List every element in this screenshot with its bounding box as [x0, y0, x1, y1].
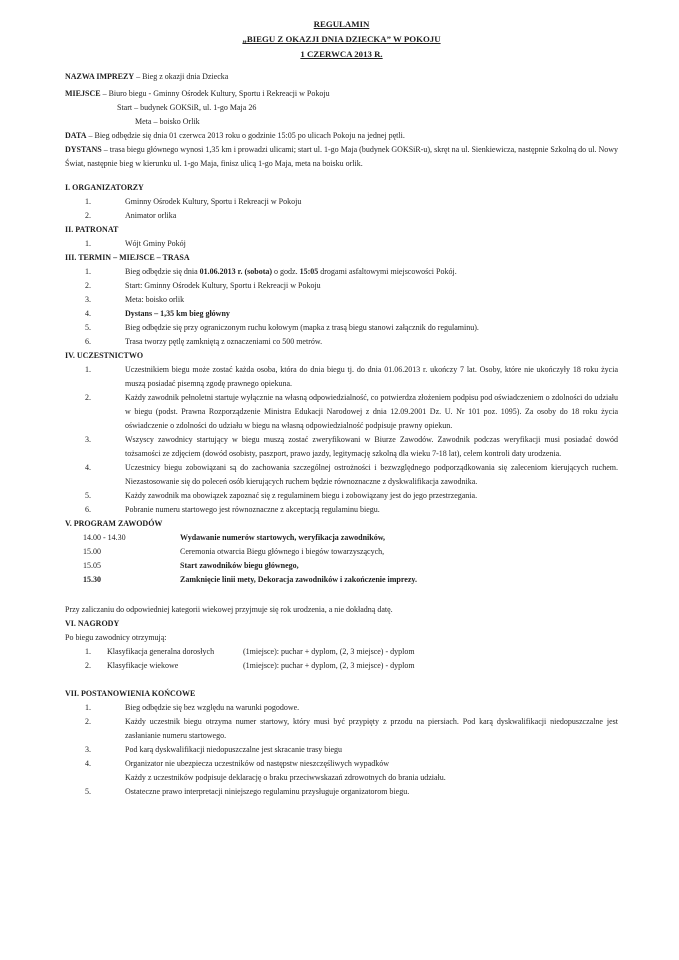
item-number: 3. [85, 745, 91, 754]
item-text: Ostateczne prawo interpretacji niniejszego regulaminu przysługuje organizatorom biegu. [125, 787, 410, 796]
item-text: Każdy zawodnik pełnoletni startuje wyłącznie na własną odpowiedzialność, co potwierdza złożeniem podpisu pod oświadczeniem o zdolności do udziału w biegu (podst. Prawna Rozporządzenie Ministra Edukacji Narodowej z dnia 12.09.2001 Dz. U. Nr 101 poz. 1095). Za osoby do 18 roku życia oświadczenie o zdolności do udziału w biegu na własną odpowiedzialność podpisuje prawny opiekun. [125, 393, 618, 430]
list-item [65, 391, 618, 433]
list-item [65, 715, 618, 743]
item-text: Wójt Gminy Pokój [125, 239, 186, 248]
title-line-regulamin: REGULAMIN [313, 19, 370, 29]
field-nazwa-imprezy [65, 70, 618, 84]
item-number: 3. [85, 295, 91, 304]
item-number: 1. [85, 365, 91, 374]
item-text: Pobranie numeru startowego jest równoznaczne z akceptacją regulaminu biegu. [125, 505, 380, 514]
item-number: 5. [85, 323, 91, 332]
item-text: Bieg odbędzie się przy ograniczonym ruchu kołowym (mapka z trasą biegu stanowi załącznik do regulaminu). [125, 323, 479, 332]
schedule-desc: Ceremonia otwarcia Biegu głównego i biegów towarzyszących, [180, 547, 385, 556]
item-number: 1. [85, 239, 91, 248]
section-heading-uczestnictwo: IV. UCZESTNICTWO [65, 351, 144, 360]
item-text: Animator orlika [125, 211, 177, 220]
item-text-part: Bieg odbędzie się dnia [125, 267, 200, 276]
item-text: Gminny Ośrodek Kultury, Sportu i Rekreacji w Pokoju [125, 197, 302, 206]
award-label: Klasyfikacja generalna dorosłych [107, 647, 215, 656]
list-item [65, 757, 618, 771]
section-heading-program-zawodow: V. PROGRAM ZAWODÓW [65, 519, 163, 528]
item-number: 2. [85, 717, 91, 726]
item-number: 2. [85, 661, 91, 670]
list-item [65, 335, 618, 349]
document-title-block [65, 17, 618, 62]
list-item-continuation [65, 771, 618, 785]
schedule-desc: Wydawanie numerów startowych, weryfikacja zawodników, [180, 533, 386, 542]
schedule-time: 15.00 [83, 547, 101, 556]
list-item [65, 195, 618, 209]
item-text: Bieg odbędzie się bez względu na warunki pogodowe. [125, 703, 300, 712]
list-item [65, 503, 618, 517]
list-item [65, 209, 618, 223]
item-text [125, 265, 618, 279]
schedule-time: 14.00 - 14.30 [83, 533, 126, 542]
award-label: Klasyfikacje wiekowe [107, 661, 179, 670]
title-line-date: 1 CZERWCA 2013 R. [300, 49, 383, 59]
field-dystans [65, 143, 618, 171]
item-number: 3. [85, 435, 91, 444]
item-number: 4. [85, 759, 91, 768]
field-label-data: DATA [65, 131, 87, 140]
item-text: Start: Gminny Ośrodek Kultury, Sportu i Rekreacji w Pokoju [125, 281, 321, 290]
list-item [65, 785, 618, 799]
item-text: Każdy zawodnik ma obowiązek zapoznać się z regulaminem biegu i zobowiązany jest do jego przestrzegania. [125, 491, 478, 500]
item-text-part: drogami asfaltowymi miejscowości Pokój. [318, 267, 457, 276]
item-number: 4. [85, 309, 91, 318]
field-data [65, 129, 618, 143]
nagrody-intro: Po biegu zawodnicy otrzymują: [65, 633, 167, 642]
section-heading-patronat: II. PATRONAT [65, 225, 119, 234]
item-text: Wszyscy zawodnicy startujący w biegu muszą zostać zweryfikowani w Biurze Zawodów. Zawodnik podczas weryfikacji musi posiadać dowód tożsamości ze zdjęciem (dowód osobisty, paszport, prawo jazdy, legitymację szkolną dla wieku 7-18 lat), celem kontroli daty urodzenia. [125, 435, 618, 458]
schedule-row [65, 531, 618, 545]
field-value-data: – Bieg odbędzie się dnia 01 czerwca 2013 roku o godzinie 15:05 po ulicach Pokoju na jednej pętli. [86, 131, 405, 140]
item-number: 4. [85, 463, 91, 472]
item-text: Pod karą dyskwalifikacji niedopuszczalne jest skracanie trasy biegu [125, 745, 343, 754]
list-item [65, 489, 618, 503]
schedule-time: 15.05 [83, 561, 101, 570]
item-text: Każdy uczestnik biegu otrzyma numer startowy, który musi być przypięty z przodu na piersiach. Pod karą dyskwalifikacji niedopuszczalne jest zasłanianie numeru startowego. [125, 717, 618, 740]
section-heading-termin-miejsce-trasa: III. TERMIN – MIEJSCE – TRASA [65, 253, 190, 262]
field-miejsce-meta: Meta – boisko Orlik [135, 117, 200, 126]
field-value-dystans: – trasa biegu głównego wynosi 1,35 km i prowadzi ulicami; start ul. 1-go Maja (budynek GOKSiR-u), skręt na ul. Sienkiewicza, następnie Szkolną do ul. Nowy Świat, następnie bieg w kierunku ul. 1-go Maja, finisz ulicą 1-go Maja, meta na boisku orlik. [65, 145, 618, 168]
schedule-desc: Zamknięcie linii mety, Dekoracja zawodników i zakończenie imprezy. [180, 575, 417, 584]
item-text-distance: Dystans – 1,35 km bieg główny [125, 309, 230, 318]
section-heading-nagrody: VI. NAGRODY [65, 619, 120, 628]
item-number: 1. [85, 197, 91, 206]
item-text-part: o godz. [272, 267, 300, 276]
item-text: Trasa tworzy pętlę zamkniętą z oznaczeniami co 500 metrów. [125, 337, 323, 346]
section-heading-postanowienia-koncowe: VII. POSTANOWIENIA KOŃCOWE [65, 689, 196, 698]
item-text-bold-date: 01.06.2013 r. (sobota) [199, 267, 273, 276]
schedule-row [65, 545, 618, 559]
field-label-miejsce: MIEJSCE [65, 89, 101, 98]
section-heading-organizatorzy: I. ORGANIZATORZY [65, 183, 144, 192]
item-number: 1. [85, 647, 91, 656]
list-item [65, 701, 618, 715]
item-continuation-text: Każdy z uczestników podpisuje deklarację o braku przeciwwskazań zdrowotnych do brania udziału. [125, 773, 446, 782]
list-item [65, 279, 618, 293]
item-text: Uczestnikiem biegu może zostać każda osoba, która do dnia biegu tj. do dnia 01.06.2013 r. ukończy 7 lat. Osoby, które nie ukończyły 18 roku życia muszą posiadać pisemną zgodę prawnego opiekuna. [125, 365, 618, 388]
field-label-nazwa: NAZWA IMPREZY [65, 72, 135, 81]
award-item [65, 659, 618, 673]
list-item [65, 743, 618, 757]
list-item [65, 237, 618, 251]
item-number: 1. [85, 267, 91, 276]
item-text-bold-time: 15:05 [299, 267, 319, 276]
field-value-nazwa: – Bieg z okazji dnia Dziecka [134, 72, 229, 81]
item-number: 2. [85, 281, 91, 290]
field-miejsce [65, 87, 618, 101]
item-number: 6. [85, 337, 91, 346]
note-age-category: Przy zaliczaniu do odpowiedniej kategorii wiekowej przyjmuje się rok urodzenia, a nie dokładną datę. [65, 605, 393, 614]
schedule-desc: Start zawodników biegu głównego, [180, 561, 299, 570]
award-item [65, 645, 618, 659]
item-number: 5. [85, 787, 91, 796]
item-number: 2. [85, 393, 91, 402]
list-item [65, 461, 618, 489]
field-miejsce-start: Start – budynek GOKSiR, ul. 1-go Maja 26 [117, 103, 257, 112]
list-item [65, 307, 618, 321]
schedule-row [65, 559, 618, 573]
field-value-miejsce: – Biuro biegu - Gminny Ośrodek Kultury, Sportu i Rekreacji w Pokoju [100, 89, 330, 98]
item-number: 6. [85, 505, 91, 514]
item-number-spacer [85, 771, 125, 785]
list-item [65, 363, 618, 391]
field-label-dystans: DYSTANS [65, 145, 102, 154]
item-number: 5. [85, 491, 91, 500]
schedule-row [65, 573, 618, 587]
list-item [65, 265, 618, 279]
award-value: (1miejsce): puchar + dyplom, (2, 3 miejsce) - dyplom [243, 647, 415, 656]
list-item [65, 321, 618, 335]
item-number: 2. [85, 211, 91, 220]
award-value: (1miejsce): puchar + dyplom, (2, 3 miejsce) - dyplom [243, 661, 415, 670]
item-text: Organizator nie ubezpiecza uczestników od następstw nieszczęśliwych wypadków [125, 759, 389, 768]
item-text: Meta: boisko orlik [125, 295, 185, 304]
item-number: 1. [85, 703, 91, 712]
list-item [65, 293, 618, 307]
item-text: Uczestnicy biegu zobowiązani są do zachowania szczególnej ostrożności i bezwzględnego podporządkowania się zaleceniom kierujących ruchem. Niezastosowanie się do poleceń osób kierujących ruchem będzie równoznaczne z dyskwalifikacja zawodnika. [125, 463, 618, 486]
schedule-time: 15.30 [83, 575, 101, 584]
list-item [65, 433, 618, 461]
title-line-event-name: „BIEGU Z OKAZJI DNIA DZIECKA” W POKOJU [242, 34, 441, 44]
